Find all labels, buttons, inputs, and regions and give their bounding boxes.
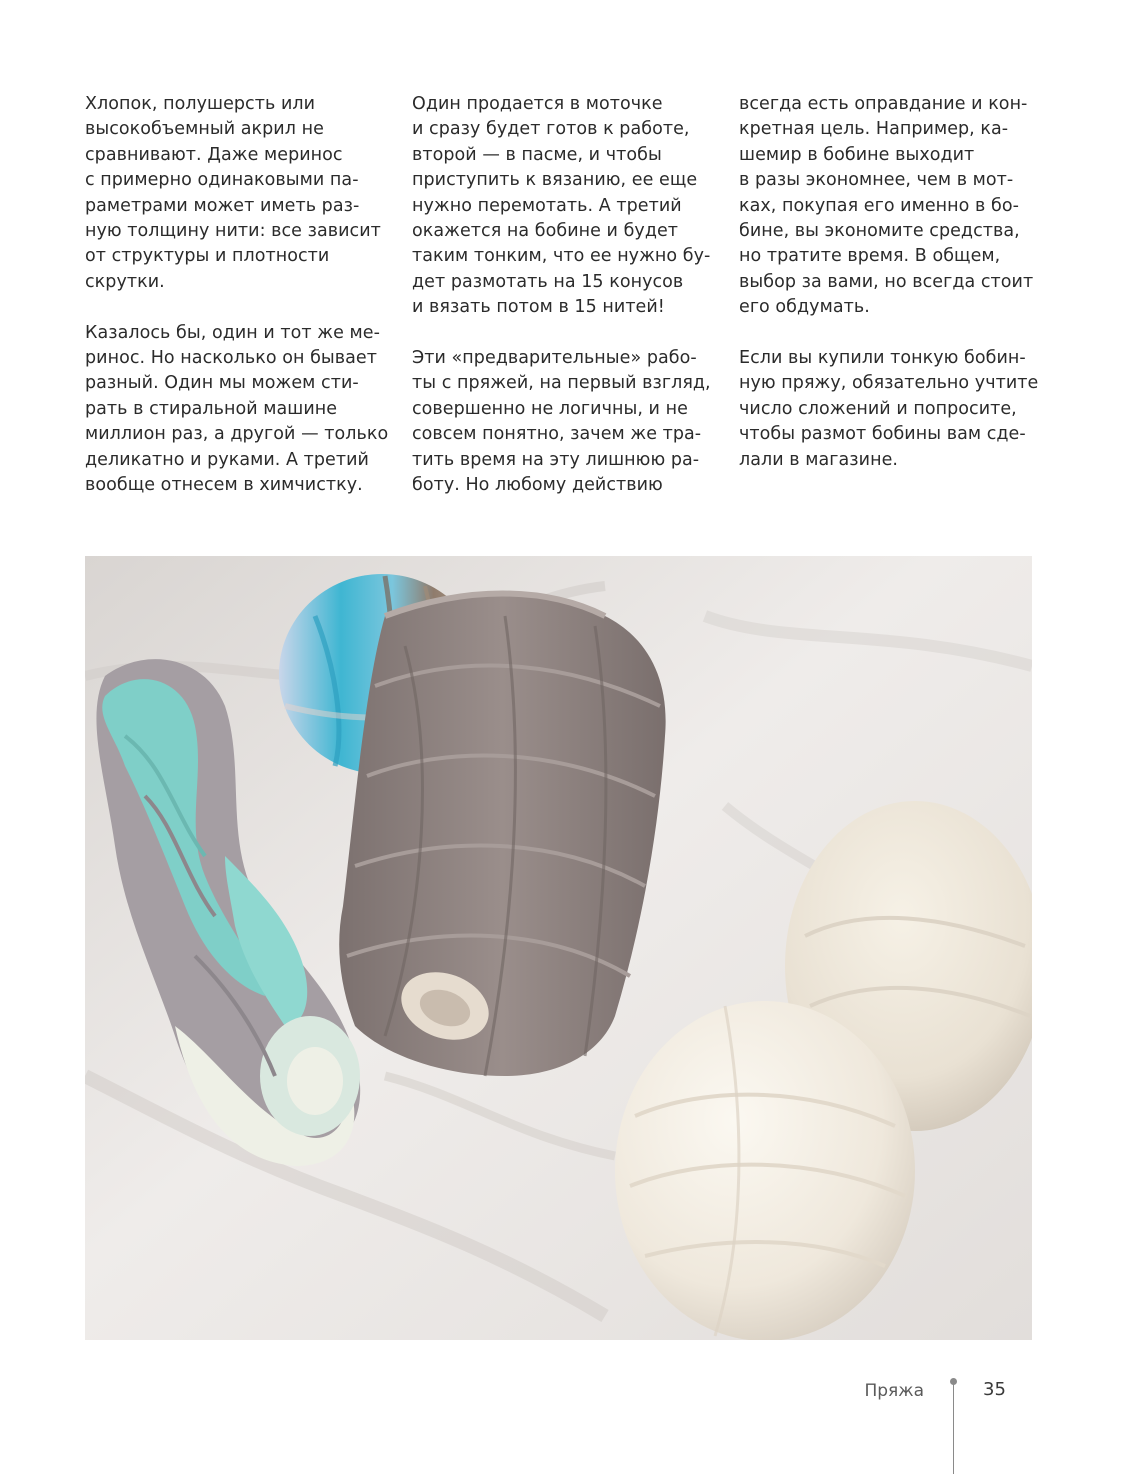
text-line: Хлопок, полушерсть или: [85, 94, 316, 114]
paragraph: [85, 321, 389, 499]
text-line: число сложений и попросите,: [739, 398, 1017, 419]
text-line: Один продается в моточке: [412, 94, 663, 114]
paragraph: [739, 92, 1039, 321]
text-line: второй — в пасме, и чтобы: [412, 144, 662, 165]
text-line: ную толщину нити: все зависит: [85, 221, 381, 242]
text-line: и вязать потом в 15 нитей!: [412, 297, 665, 318]
text-line: совершенно не логичны, и не: [412, 398, 688, 419]
paragraph: [412, 92, 712, 321]
page-number: 35: [983, 1379, 1006, 1400]
yarn-photo-illustration: [85, 556, 1032, 1340]
text-column-3: [739, 92, 1039, 473]
text-line: шемир в бобине выходит: [739, 144, 975, 165]
text-line: ринос. Но насколько он бывает: [85, 348, 377, 369]
text-line: тить время на эту лишнюю ра-: [412, 449, 700, 470]
text-line: бине, вы экономите средства,: [739, 221, 1020, 242]
text-line: деликатно и руками. А третий: [85, 449, 369, 470]
text-line: от структуры и плотности: [85, 246, 330, 267]
text-line: таким тонким, что ее нужно бу-: [412, 246, 711, 267]
text-line: Казалось бы, один и тот же ме-: [85, 322, 380, 343]
text-column-2: [412, 92, 712, 498]
text-line: чтобы размот бобины вам сде-: [739, 424, 1026, 445]
text-line: всегда есть оправдание и кон-: [739, 94, 1028, 114]
text-line: нужно перемотать. А третий: [412, 195, 682, 216]
text-line: высокобъемный акрил не: [85, 119, 324, 140]
text-line: кретная цель. Например, ка-: [739, 119, 1009, 140]
text-line: дет размотать на 15 конусов: [412, 271, 684, 292]
text-line: совсем понятно, зачем же тра-: [412, 424, 702, 445]
text-column-1: [85, 92, 389, 498]
text-line: разный. Один мы можем сти-: [85, 373, 359, 394]
text-line: сравнивают. Даже меринос: [85, 144, 343, 165]
running-footer-section: Пряжа: [864, 1381, 924, 1401]
text-line: окажется на бобине и будет: [412, 221, 679, 242]
text-line: скрутки.: [85, 271, 165, 292]
paragraph: [85, 92, 385, 295]
yarn-photo: [85, 556, 1032, 1340]
text-line: в разы экономнее, чем в мот-: [739, 170, 1014, 191]
text-line: его обдумать.: [739, 297, 870, 318]
text-line: ную пряжу, обязательно учтите: [739, 373, 1039, 394]
yarn-ball-ivory-front: [615, 1001, 915, 1340]
text-line: ты с пряжей, на первый взгляд,: [412, 373, 711, 394]
text-line: приступить к вязанию, ее еще: [412, 170, 698, 191]
text-line: боту. Но любому действию: [412, 475, 663, 496]
text-line: но тратите время. В общем,: [739, 246, 1001, 267]
text-line: раметрами может иметь раз-: [85, 195, 360, 216]
text-line: лали в магазине.: [739, 449, 899, 470]
text-line: выбор за вами, но всегда стоит: [739, 271, 1034, 292]
text-line: и сразу будет готов к работе,: [412, 119, 690, 140]
text-line: вообще отнесем в химчистку.: [85, 475, 363, 496]
text-line: Эти «предварительные» рабо-: [412, 348, 697, 369]
text-line: рать в стиральной машине: [85, 398, 338, 419]
paragraph: [739, 346, 1039, 473]
text-line: ках, покупая его именно в бо-: [739, 195, 1019, 216]
text-line: с примерно одинаковыми па-: [85, 170, 359, 191]
text-line: Если вы купили тонкую бобин-: [739, 348, 1026, 369]
paragraph: [412, 346, 712, 498]
yarn-cone: [339, 594, 665, 1077]
footer-divider: [953, 1384, 954, 1474]
text-line: миллион раз, а другой — только: [85, 424, 389, 445]
